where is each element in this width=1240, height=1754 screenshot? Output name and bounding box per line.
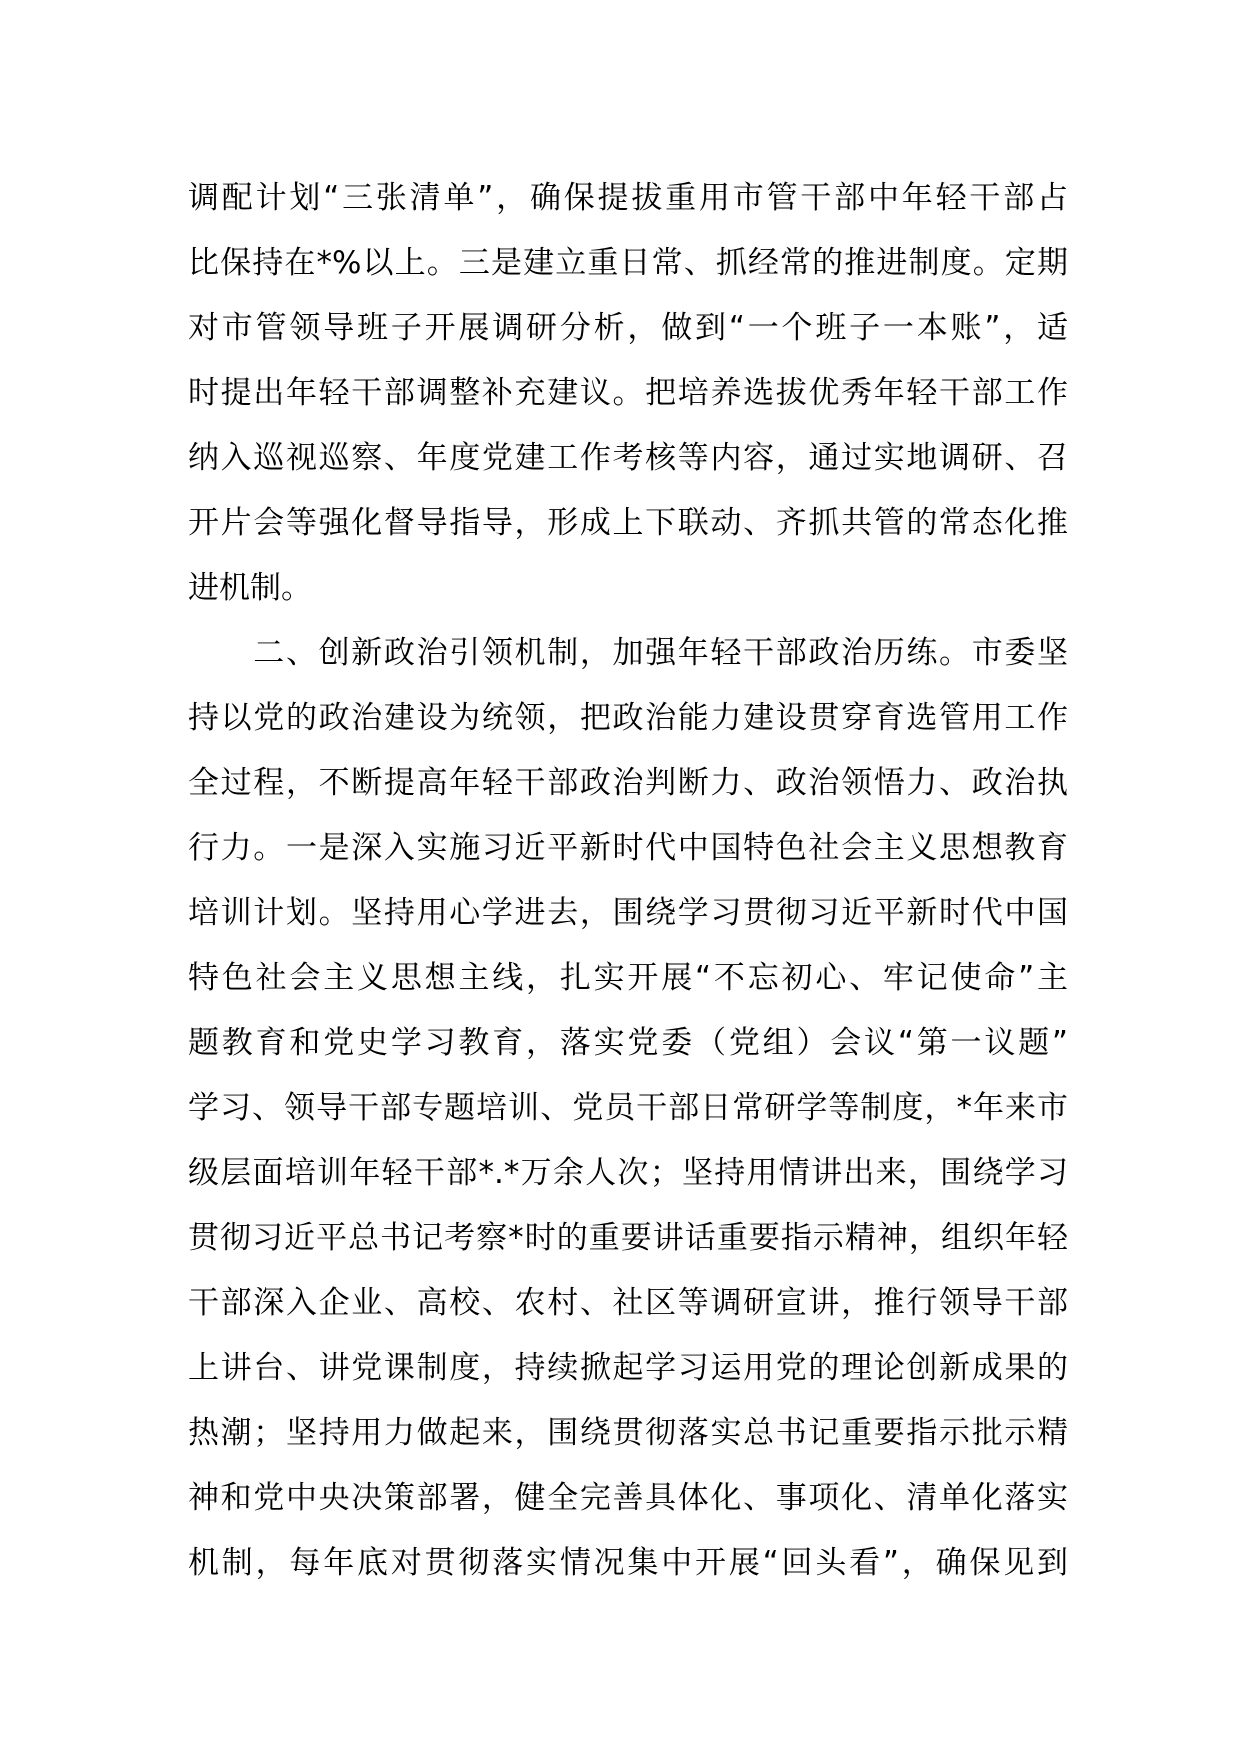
text-line: 干部深入企业、高校、农村、社区等调研宣讲，推行领导干部 [188,1285,1068,1321]
text-line: 开片会等强化督导指导，形成上下联动、齐抓共管的常态化推 [188,505,1068,541]
text-line: 学习、领导干部专题培训、党员干部日常研学等制度，*年来市 [188,1090,1068,1126]
text-line: 热潮；坚持用力做起来，围绕贯彻落实总书记重要指示批示精 [188,1415,1068,1451]
text-line: 特色社会主义思想主线，扎实开展“不忘初心、牢记使命”主 [188,960,1068,996]
text-line: 比保持在*%以上。三是建立重日常、抓经常的推进制度。定期 [188,245,1068,281]
text-line: 题教育和党史学习教育，落实党委（党组）会议“第一议题” [188,1025,1068,1061]
document-body [188,166,1068,1596]
text-line: 上讲台、讲党课制度，持续掀起学习运用党的理论创新成果的 [188,1350,1068,1386]
paragraph-end-line: 进机制。 [188,570,312,606]
text-line: 机制，每年底对贯彻落实情况集中开展“回头看”，确保见到 [188,1545,1068,1581]
text-line: 调配计划“三张清单”，确保提拔重用市管干部中年轻干部占 [188,180,1068,216]
text-line: 持以党的政治建设为统领，把政治能力建设贯穿育选管用工作 [188,700,1068,736]
text-line: 时提出年轻干部调整补充建议。把培养选拔优秀年轻干部工作 [188,375,1068,411]
text-line: 培训计划。坚持用心学进去，围绕学习贯彻习近平新时代中国 [188,895,1068,931]
text-line: 行力。一是深入实施习近平新时代中国特色社会主义思想教育 [188,830,1068,866]
text-line: 纳入巡视巡察、年度党建工作考核等内容，通过实地调研、召 [188,440,1068,476]
text-line: 全过程，不断提高年轻干部政治判断力、政治领悟力、政治执 [188,765,1068,801]
text-line: 对市管领导班子开展调研分析，做到“一个班子一本账”，适 [188,310,1068,346]
text-line: 贯彻习近平总书记考察*时的重要讲话重要指示精神，组织年轻 [188,1220,1068,1256]
section-heading-line: 二、创新政治引领机制，加强年轻干部政治历练。市委坚 [188,635,1068,671]
text-line: 神和党中央决策部署，健全完善具体化、事项化、清单化落实 [188,1480,1068,1516]
text-line: 级层面培训年轻干部*.*万余人次；坚持用情讲出来，围绕学习 [188,1155,1068,1191]
